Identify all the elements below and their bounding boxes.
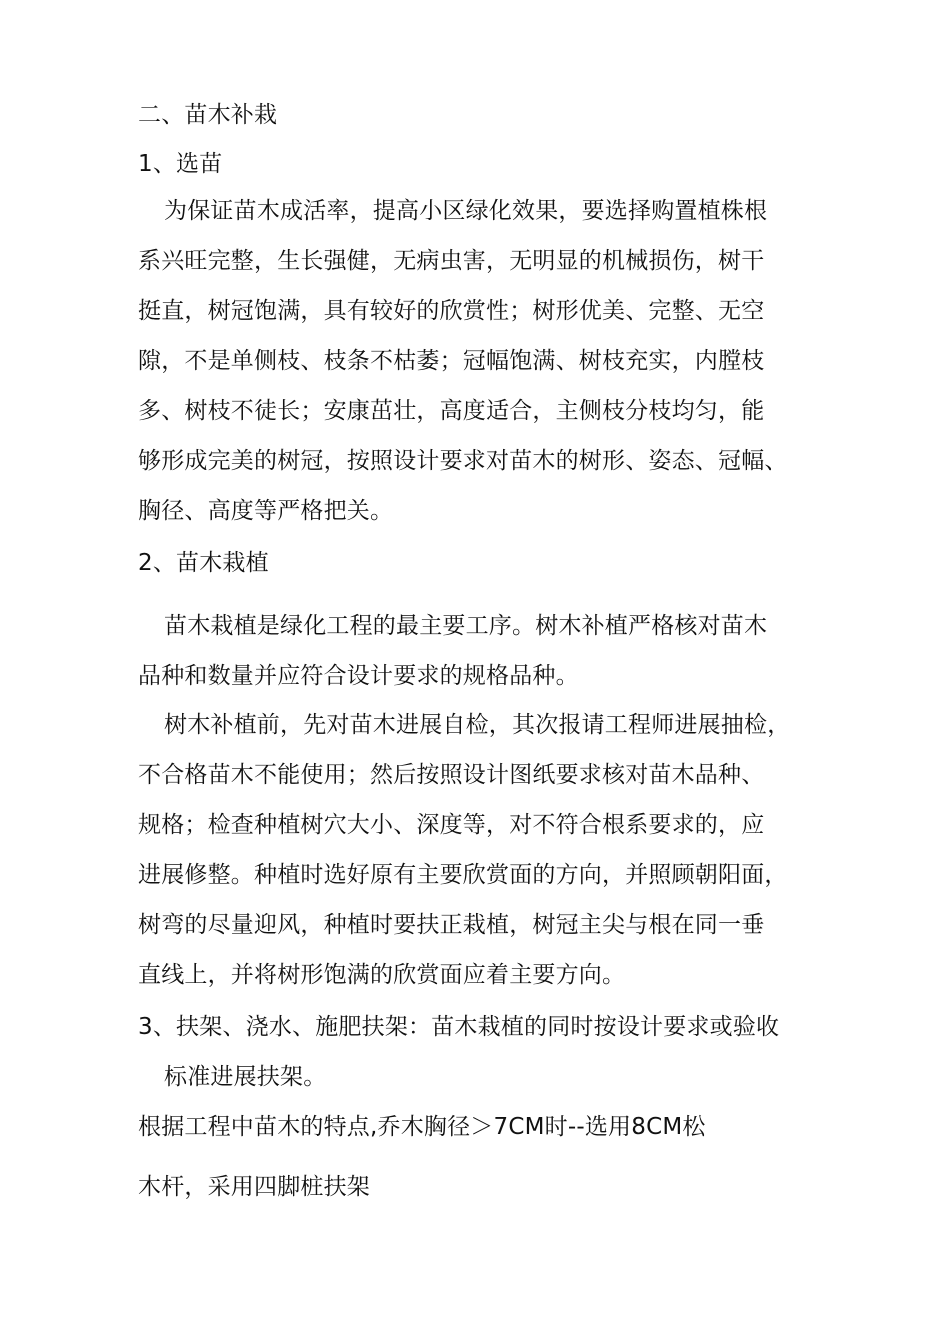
section2-para2-line: 直线上，并将树形饱满的欣赏面应着主要方向。 — [138, 962, 626, 988]
section1-line: 隙，不是单侧枝、枝条不枯萎；冠幅饱满、树枝充实，内膛枝 — [138, 348, 765, 374]
section2-para1-line: 品种和数量并应符合设计要求的规格品种。 — [138, 663, 579, 689]
section3-para-line: 木杆，采用四脚桩扶架 — [138, 1174, 370, 1200]
section1-line: 挺直，树冠饱满，具有较好的欣赏性；树形优美、完整、无空 — [138, 298, 765, 324]
section2-para1-line: 苗木栽植是绿化工程的最主要工序。树木补植严格核对苗木 — [164, 613, 768, 639]
section2-para2-line: 规格；检查种植树穴大小、深度等，对不符合根系要求的，应 — [138, 812, 765, 838]
section1-line: 多、树枝不徒长；安康茁壮，高度适合，主侧枝分枝均匀，能 — [138, 398, 765, 424]
section3-title-line: 3、扶架、浇水、施肥扶架：苗木栽植的同时按设计要求或验收 — [138, 1014, 780, 1040]
section1-line: 够形成完美的树冠，按照设计要求对苗木的树形、姿态、冠幅、 — [138, 448, 788, 474]
section3-title-line: 标准进展扶架。 — [164, 1064, 327, 1090]
section1-line: 为保证苗木成活率，提高小区绿化效果，要选择购置植株根 — [164, 198, 768, 224]
section2-para2-line: 不合格苗木不能使用；然后按照设计图纸要求核对苗木品种、 — [138, 762, 765, 788]
section2-para2-line: 树木补植前，先对苗木进展自检，其次报请工程师进展抽检， — [164, 712, 791, 738]
section2-para2-line: 进展修整。种植时选好原有主要欣赏面的方向，并照顾朝阳面， — [138, 862, 788, 888]
section3-para-line: 根据工程中苗木的特点,乔木胸径＞7CM时--选用8CM松 — [138, 1114, 706, 1140]
section2-title: 2、苗木栽植 — [138, 550, 269, 576]
section-heading: 二、苗木补栽 — [138, 102, 278, 128]
section1-line: 系兴旺完整，生长强健，无病虫害，无明显的机械损伤，树干 — [138, 248, 765, 274]
section1-line: 胸径、高度等严格把关。 — [138, 498, 394, 524]
section1-title: 1、选苗 — [138, 151, 223, 177]
section2-para2-line: 树弯的尽量迎风，种植时要扶正栽植，树冠主尖与根在同一垂 — [138, 912, 765, 938]
